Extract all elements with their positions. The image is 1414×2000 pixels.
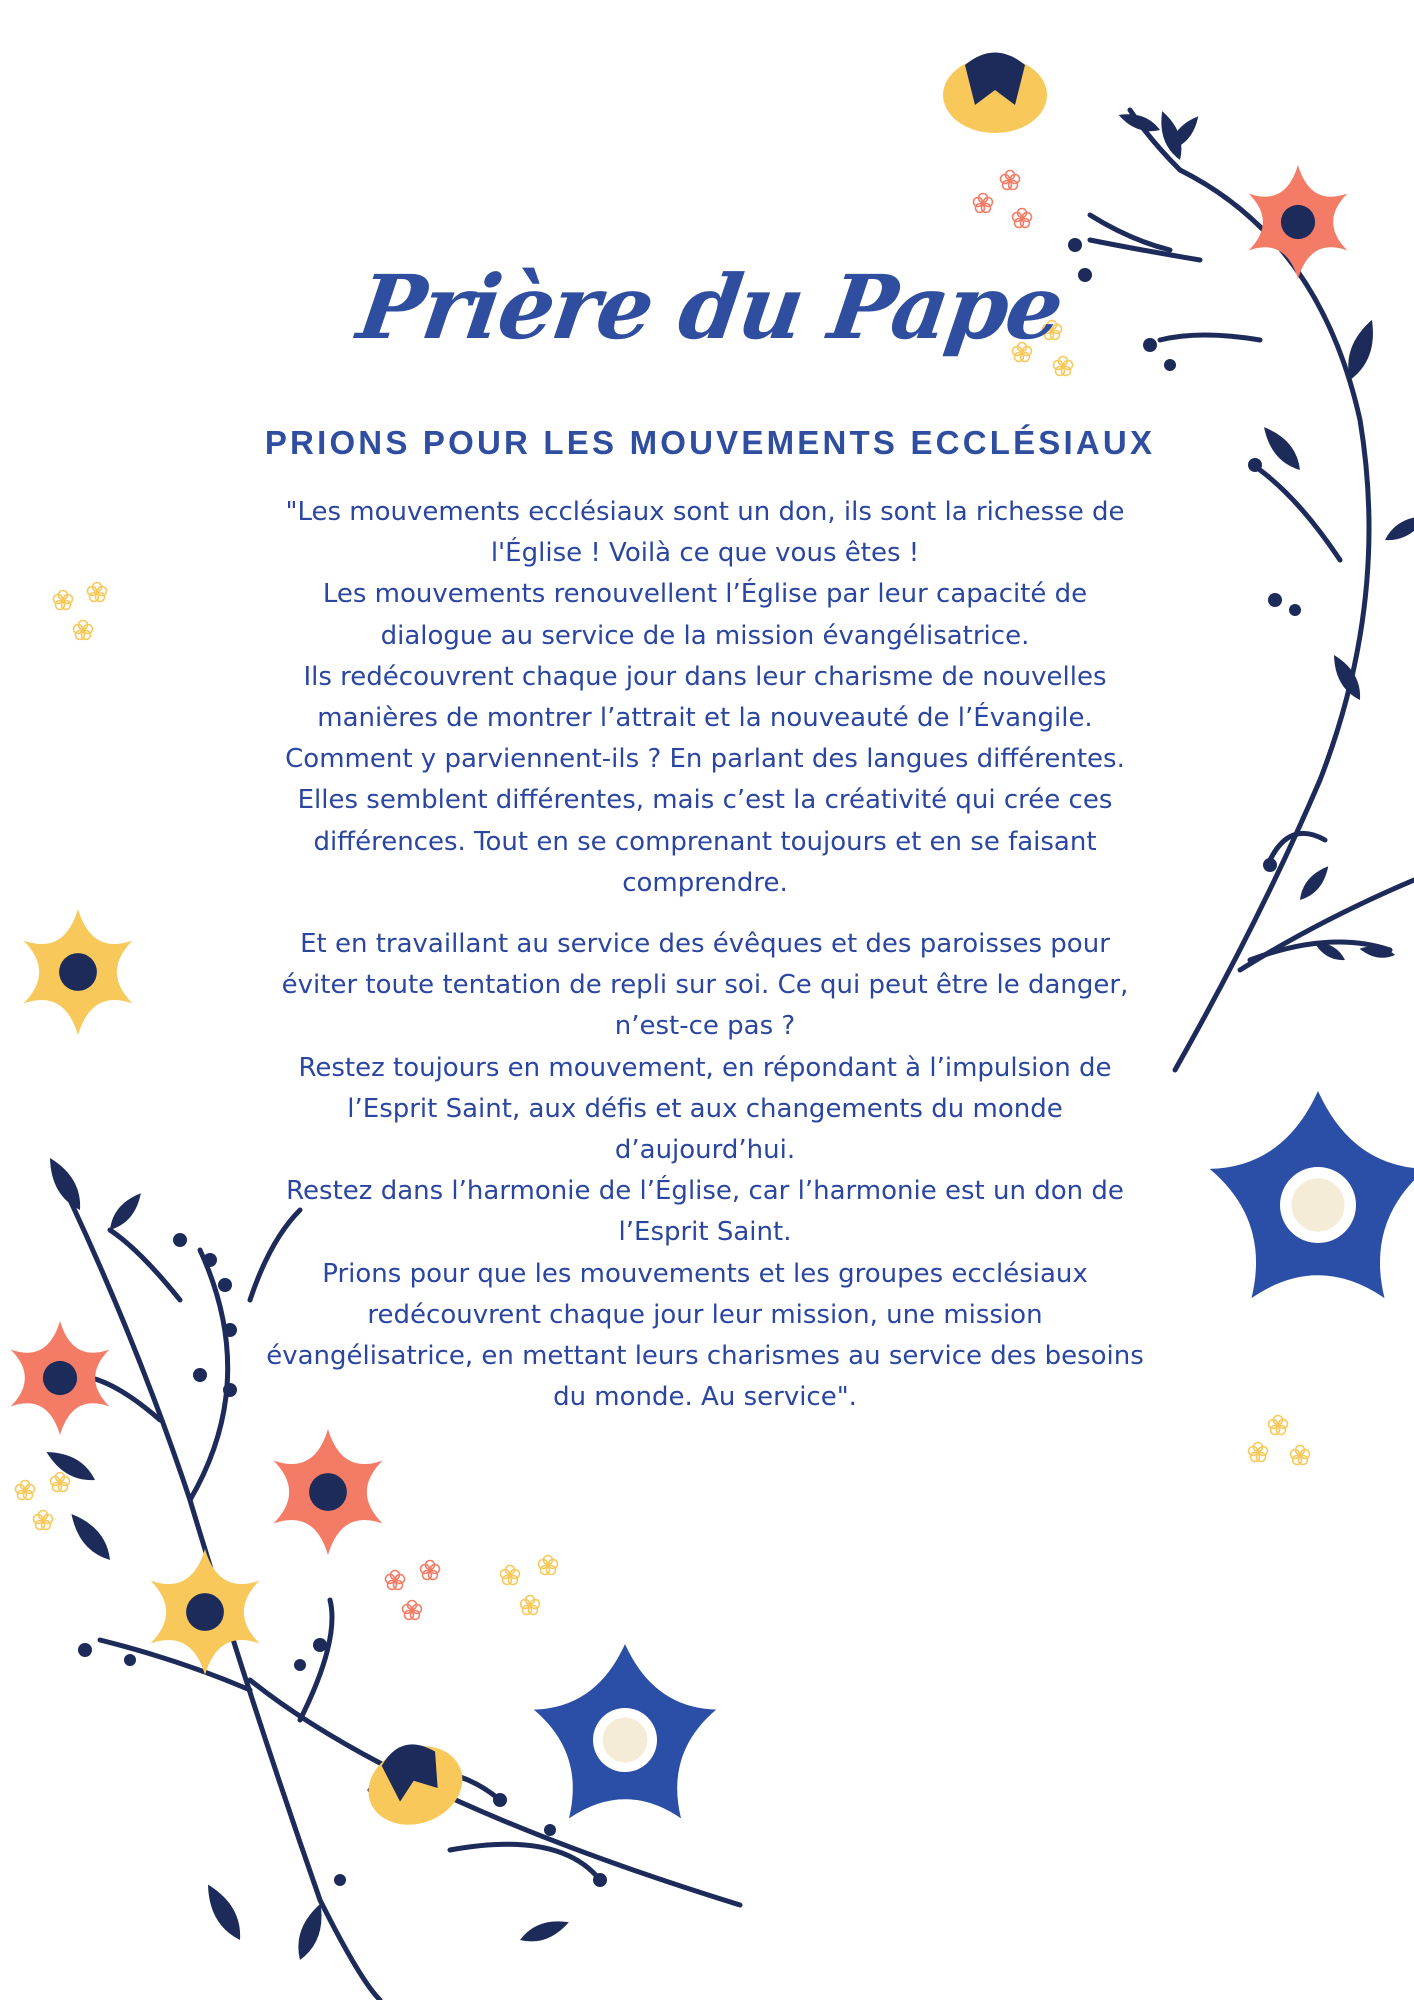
yellow-flower — [150, 1549, 259, 1675]
text-line: Et en travaillant au service des évêques et des paroisses pour — [300, 929, 1110, 960]
text-line: dialogue au service de la mission évangélisatrice. — [380, 620, 1030, 651]
text-line: l’Esprit Saint, aux défis et aux changements du monde — [347, 1093, 1063, 1124]
text-line: Elles semblent différentes, mais c’est la créativité qui crée ces — [297, 785, 1113, 816]
text-line: Restez toujours en mouvement, en répondant à l’impulsion de — [298, 1052, 1112, 1083]
text-line: éviter toute tentation de repli sur soi. Ce qui peut être le danger, — [281, 970, 1129, 1001]
prayer-paragraph-2 — [205, 924, 1205, 1418]
text-line: Les mouvements renouvellent l’Église par leur capacité de — [322, 579, 1088, 610]
text-line: Restez dans l’harmonie de l’Église, car l’harmonie est un don de — [286, 1176, 1124, 1207]
page-subtitle: PRIONS POUR LES MOUVEMENTS ECCLÉSIAUX — [264, 424, 1156, 461]
blue-flower — [534, 1644, 716, 1818]
text-line: Prions pour que les mouvements et les groupes ecclésiaux — [322, 1258, 1088, 1289]
yellow-flower — [23, 909, 132, 1035]
prayer-body — [205, 492, 1205, 1418]
coral-flower — [1249, 165, 1348, 279]
text-line: n’est-ce pas ? — [614, 1011, 796, 1042]
text-line: Ils redécouvrent chaque jour dans leur charisme de nouvelles — [303, 661, 1107, 692]
text-line: évangélisatrice, en mettant leurs charismes au service des besoins — [266, 1341, 1144, 1372]
text-line: redécouvrent chaque jour leur mission, une mission — [367, 1299, 1043, 1330]
text-line: l'Église ! Voilà ce que vous êtes ! — [490, 538, 920, 569]
coral-flower — [273, 1429, 382, 1555]
text-line: différences. Tout en se comprenant toujours et en se faisant — [313, 826, 1097, 857]
text-line: "Les mouvements ecclésiaux sont un don, ils sont la richesse de — [285, 497, 1125, 527]
blue-flower — [1210, 1091, 1414, 1298]
text-line: d’aujourd’hui. — [614, 1135, 796, 1166]
yellow-tulip — [943, 53, 1047, 134]
coral-flower — [11, 1321, 110, 1435]
prayer-paragraph-1 — [205, 492, 1205, 904]
text-line: l’Esprit Saint. — [618, 1217, 792, 1248]
text-line: comprendre. — [622, 867, 788, 898]
page-title: Prière du Pape — [351, 255, 1069, 359]
text-line: du monde. Au service". — [553, 1382, 857, 1413]
text-line: manières de montrer l’attrait et la nouveauté de l’Évangile. — [317, 703, 1093, 734]
text-line: Comment y parviennent-ils ? En parlant des langues différentes. — [285, 744, 1125, 775]
yellow-tulip — [356, 1730, 473, 1837]
